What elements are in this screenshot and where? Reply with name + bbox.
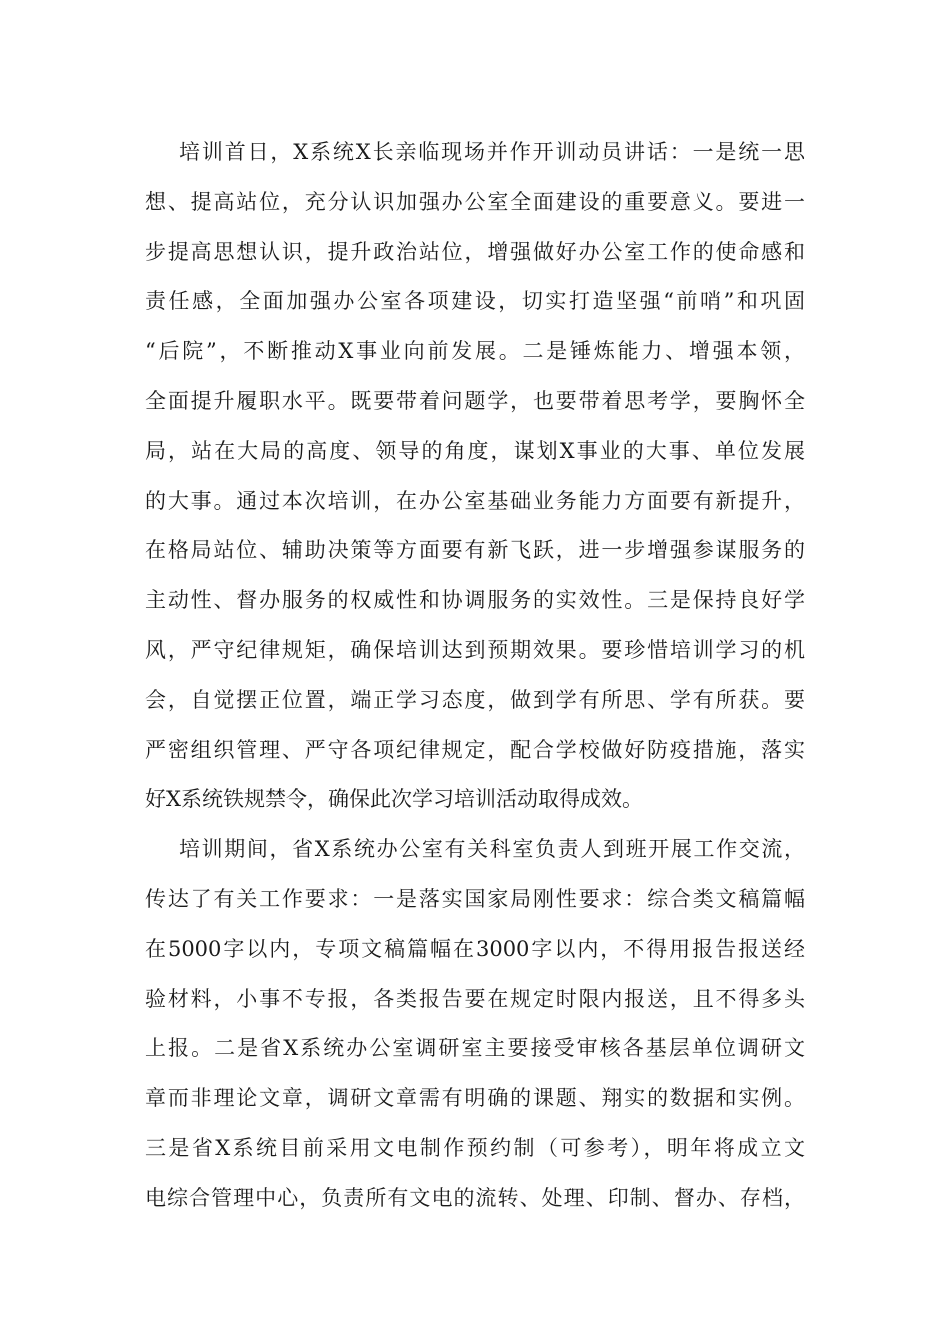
text-line: 责任感，全面加强办公室各项建设，切实打造坚强“前哨”和巩固 bbox=[145, 289, 805, 314]
text-line: 三是省X系统目前采用文电制作预约制（可参考），明年将成立文 bbox=[145, 1135, 805, 1160]
paragraph-opening-day bbox=[145, 128, 805, 825]
text-line: 培训首日，X系统X长亲临现场并作开训动员讲话：一是统一思 bbox=[179, 140, 805, 164]
document-body bbox=[145, 128, 805, 1224]
text-line: 步提高思想认识，提升政治站位，增强做好办公室工作的使命感和 bbox=[145, 239, 805, 264]
text-line: 好X系统铁规禁令，确保此次学习培训活动取得成效。 bbox=[145, 787, 643, 812]
text-line: 验材料，小事不专报，各类报告要在规定时限内报送，且不得多头 bbox=[145, 986, 805, 1011]
paragraph-training-period bbox=[145, 825, 805, 1223]
text-line: 在格局站位、辅助决策等方面要有新飞跃，进一步增强参谋服务的 bbox=[145, 538, 805, 563]
text-line: 主动性、督办服务的权威性和协调服务的实效性。三是保持良好学 bbox=[145, 588, 805, 613]
text-line: “后院”，不断推动X事业向前发展。二是锤炼能力、增强本领， bbox=[145, 339, 805, 364]
text-line: 上报。二是省X系统办公室调研室主要接受审核各基层单位调研文 bbox=[145, 1036, 805, 1061]
text-line: 培训期间，省X系统办公室有关科室负责人到班开展工作交流， bbox=[179, 837, 805, 862]
text-line: 在5000字以内，专项文稿篇幅在3000字以内，不得用报告报送经 bbox=[145, 936, 805, 961]
text-line: 的大事。通过本次培训，在办公室基础业务能力方面要有新提升， bbox=[145, 488, 805, 513]
text-line: 局，站在大局的高度、领导的角度，谋划X事业的大事、单位发展 bbox=[145, 438, 805, 463]
text-line: 章而非理论文章，调研文章需有明确的课题、翔实的数据和实例。 bbox=[145, 1086, 805, 1111]
text-line: 想、提高站位，充分认识加强办公室全面建设的重要意义。要进一 bbox=[145, 189, 805, 214]
text-line: 全面提升履职水平。既要带着问题学，也要带着思考学，要胸怀全 bbox=[145, 388, 805, 413]
text-line: 严密组织管理、严守各项纪律规定，配合学校做好防疫措施，落实 bbox=[145, 737, 805, 762]
text-line: 传达了有关工作要求：一是落实国家局刚性要求：综合类文稿篇幅 bbox=[145, 886, 805, 911]
text-line: 会，自觉摆正位置，端正学习态度，做到学有所思、学有所获。要 bbox=[145, 687, 805, 712]
text-line: 电综合管理中心，负责所有文电的流转、处理、印制、督办、存档， bbox=[145, 1185, 805, 1210]
text-line: 风，严守纪律规矩，确保培训达到预期效果。要珍惜培训学习的机 bbox=[145, 637, 805, 662]
